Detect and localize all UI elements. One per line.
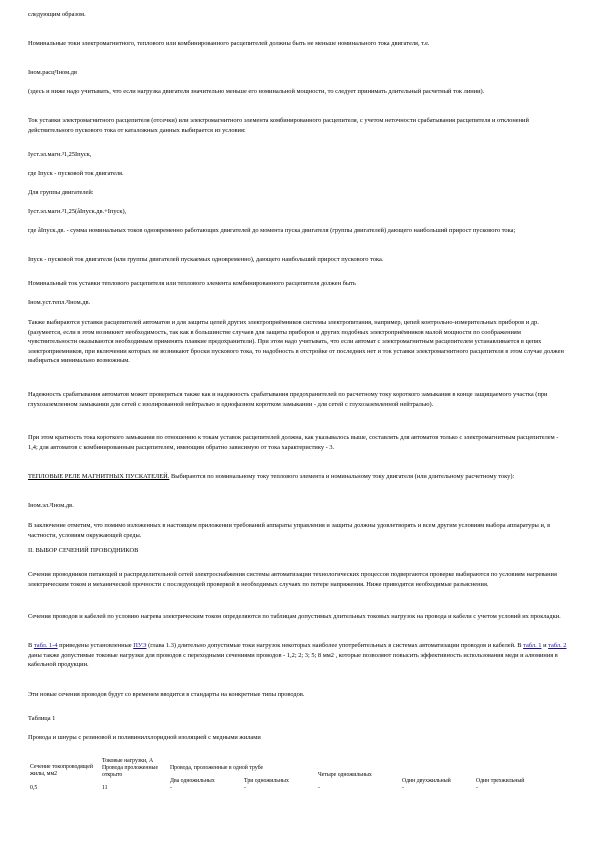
header-load: Токовые нагрузки, А: [102, 758, 154, 764]
text-fragment: В: [28, 642, 34, 649]
paragraph-thermal-relays: [28, 472, 568, 482]
current-load-table: [28, 758, 568, 792]
table-cell: -: [402, 785, 404, 791]
text-fragment: и: [541, 642, 549, 649]
paragraph-where-ipusk: где Iпуск - пусковой ток двигателя.: [28, 170, 124, 177]
header-pipe: Провода, проложенные в одной трубе: [170, 765, 264, 771]
formula-2: Iуст.эл.магн.³1,25Iпуск,: [28, 151, 92, 158]
text-fragment: даны также допустимые токовые нагрузки для проводов с переходными сечениями проводов - 1,2; 2; 3; 5; 8 мм2 , которые позволяют повысить эффективность использования меди и алюминия в кабельной продукции.: [28, 651, 558, 669]
formula-1: Iном.расц³Iном.дв: [28, 69, 77, 76]
table-cell: -: [244, 785, 246, 791]
table-cell: 0,5: [30, 785, 38, 791]
header-open: Провода проложенные открыто: [102, 765, 159, 778]
table-header-row: [28, 765, 568, 772]
table-cell: -: [318, 785, 320, 791]
header-one-three-core: Один трехжильный: [476, 778, 525, 784]
paragraph-where-sum: где åIпуск.дв. - сумма номинальных токов одновременно работающих двигателей до момента пуска двигателя (группы двигателей) дающего наибольший прирост пускового тока;: [28, 227, 516, 234]
paragraph-conclusion: В заключение отметим, что помимо изложенных в настоящем приложении требований аппараты управления и защиты должны удовлетворять и всем другим условиям выбора аппаратуры и, в частности, условиям окружающей среды.: [28, 522, 551, 539]
header-four-single: Четыре одножильных: [318, 772, 372, 778]
paragraph-group: Для группы двигателей:: [28, 189, 94, 196]
text-fragment: приведены установленные: [57, 642, 134, 649]
thermal-relays-heading: ТЕПЛОВЫЕ РЕЛЕ МАГНИТНЫХ ПУСКАТЕЛЕЙ.: [28, 473, 170, 480]
paragraph-nominal-current: Номинальные токи электромагнитного, теплового или комбинированного расцепителей должны быть не меньше номинального тока двигателя, т.е.: [28, 40, 430, 47]
formula-5: Iном.эл.³Iном.дв.: [28, 502, 74, 509]
table-cell: -: [476, 785, 478, 791]
link-pue[interactable]: ПУЭ: [133, 642, 147, 649]
paragraph-new-sections: Эти новые сечения проводов будут со временем вводится в стандарты на конкретные типы проводов.: [28, 691, 305, 698]
paragraph-reliability: Надежность срабатывания автоматов может проверяться также как и надежность срабатывания предохранителей по расчетному току короткого замыкания в конце защищаемого участка (при глухозаземленном замыкании для сетей с изолированной нейтралью и однофазном коротком замыкании - для сетей с глухозаземленной нейтралью).: [28, 391, 548, 408]
paragraph-ipusk-def: Iпуск - пусковой ток двигателя (или группы двигателей пускаемых одновременно), дающего наибольший прирост пускового тока.: [28, 256, 384, 263]
paragraph-sections: Сечения проводников питающей и распределительной сетей электроснабжения системы автоматизации технологических процессов подвергаются проверке выбираются по условиям нагревания электрическим током и механической прочности с последующей проверкой в необходимых случаях по потере напряжения. Ниже приводятся необходимые разъяснения.: [28, 571, 557, 588]
formula-4: Iном.уст.тепл.³Iном.дв.: [28, 299, 91, 306]
paragraph-settings: Также выбираются уставки расцепителей автоматов и для защиты цепей других электроприёмников системы электропитания, например, цепей контрольно-измерительных приборов и др. (разумеется, если в этом возникнет необходимость, так как в большинстве случаев для защиты приборов и других подобных электроприёмников малой мощности по соображениям чувствительности оказываются необходимым применять плавкие предохранители). При этом надо учитывать, что если автомат с электромагнитным расцепителем устанавливается в цепях электроприемников, при включении которых не возникают броски пускового тока, то надобность в отстройке от последних нет и ток уставки электромагнитного расцепителя в этом случае должен выбираться минимально возможным.: [28, 319, 564, 365]
table-row: [28, 785, 568, 792]
table-header-row: [28, 758, 568, 765]
formula-3: Iуст.эл.магн.³1,25(åIпуск.дв.+Iпуск),: [28, 208, 127, 215]
table-title: Провода и шнуры с резиновой и поливинилхлоридной изоляцией с медными жилами: [28, 734, 261, 741]
paragraph-tables-ref: [28, 641, 568, 670]
header-three-single: Три одножильных: [244, 778, 289, 784]
paragraph-thermal: Номинальный ток уставки теплового расцепителя или теплового элемента комбинированного расцепителя должен быть: [28, 280, 356, 287]
table-cell: -: [170, 785, 172, 791]
paragraph-heating: Сечения проводов и кабелей по условию нагрева электрическим током определяются по таблицам допустимых длительных токовых нагрузок на провода и кабели с учетом условий их прокладки.: [28, 613, 561, 620]
table-caption: Таблица 1: [28, 715, 56, 722]
paragraph-continuation: следующим образом.: [28, 11, 86, 18]
header-two-single: Два одножильных: [170, 778, 215, 784]
paragraph-cutoff: Ток уставки электромагнитного расцепителя (отсечки) или электромагнитного элемента комбинированного расцепителя, с учетом неточности срабатывания расцепителя и отклонений действительного пускового тока от каталожных данных выбирается из условия:: [28, 117, 529, 134]
table-cell: 11: [102, 785, 108, 791]
link-tables-1-4[interactable]: табл. 1-4: [33, 642, 58, 649]
text-fragment: (глава 1.3) длительно допустимые токи нагрузок некоторых наиболее употребительных в системах автоматизации проводов и кабелей. В: [146, 642, 524, 649]
paragraph-load-note: (здесь и ниже надо учитывать, что если нагрузка двигателя значительно меньше его номинальной мощности, то следует принимать длительный расчетный ток линии).: [28, 88, 485, 95]
link-table-1[interactable]: табл. 1: [523, 642, 542, 649]
link-table-2[interactable]: табл. 2: [548, 642, 567, 649]
paragraph-multiplicity: При этом кратность тока короткого замыкания по отношению к токам уставок расцепителей должна, как указывалось выше, составлять для автоматов только с электромагнитным расцепителем - 1,4; для автоматов с комбинированным расцепителем, имеющим обратно зависимую от тока характеристику - 3.: [28, 434, 559, 451]
section-heading: II. ВЫБОР СЕЧЕНИЙ ПРОВОДНИКОВ: [28, 547, 139, 554]
header-one-two-core: Один двухжильный: [402, 778, 451, 784]
header-section: Сечение токопроводящей жилы, мм2: [30, 764, 93, 777]
thermal-relays-text: Выбираются по номинальному току теплового элемента и номинальному току двигателя (или длительному расчетному току):: [169, 473, 515, 480]
